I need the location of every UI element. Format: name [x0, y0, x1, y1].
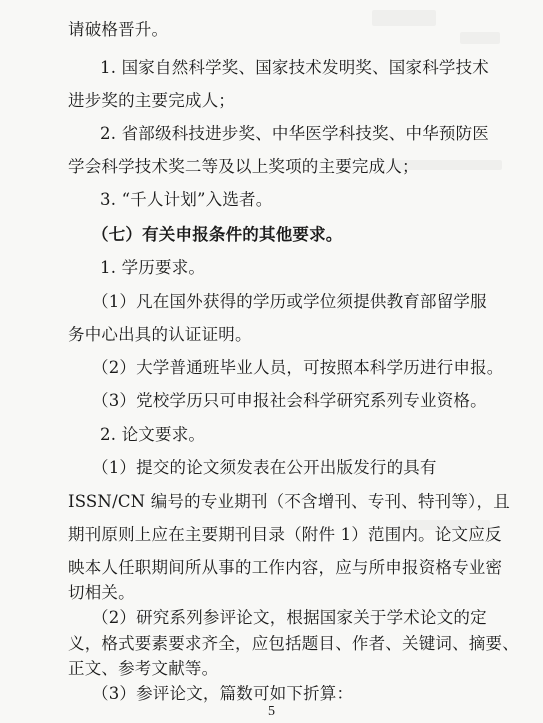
text-line-19: （2）研究系列参评论文，根据国家关于学术论文的定 — [92, 608, 487, 627]
text-line-6: 3. “千人计划”入选者。 — [100, 190, 273, 209]
text-line-17: 映本人任职期间所从事的工作内容，应与所申报资格专业密 — [68, 558, 503, 577]
text-line-20: 义，格式要素要求齐全，应包括题目、作者、关键词、摘要、 — [68, 634, 519, 653]
text-line-1: 请破格晋升。 — [68, 20, 169, 39]
text-line-12: （3）党校学历只可申报社会科学研究系列专业资格。 — [92, 391, 487, 410]
text-line-3: 进步奖的主要完成人； — [68, 91, 235, 110]
text-line-5: 学会科学技术奖二等及以上奖项的主要完成人； — [68, 157, 419, 176]
text-line-21: 正文、参考文献等。 — [68, 659, 219, 678]
section-heading: （七）有关申报条件的其他要求。 — [92, 225, 343, 244]
text-line-15: ISSN/CN 编号的专业期刊（不含增刊、专刊、特刊等），且 — [68, 492, 510, 511]
text-line-22: （3）参评论文，篇数可如下折算： — [92, 684, 354, 703]
text-line-10: 务中心出具的认证证明。 — [68, 325, 252, 344]
bleed-through-mark — [372, 10, 436, 26]
text-line-18: 切相关。 — [68, 583, 135, 602]
text-line-4: 2. 省部级科技进步奖、中华医学科技奖、中华预防医 — [100, 124, 489, 143]
text-line-9: （1）凡在国外获得的学历或学位须提供教育部留学服 — [92, 292, 487, 311]
text-line-14: （1）提交的论文须发表在公开出版发行的具有 — [92, 458, 437, 477]
page-number: 5 — [268, 704, 275, 719]
text-line-16: 期刊原则上应在主要期刊目录（附件 1）范围内。论文应反 — [68, 525, 502, 544]
text-line-13: 2. 论文要求。 — [100, 425, 206, 444]
text-line-2: 1. 国家自然科学奖、国家技术发明奖、国家科学技术 — [100, 58, 489, 77]
bleed-through-mark — [460, 32, 500, 44]
text-line-8: 1. 学历要求。 — [100, 258, 206, 277]
text-line-11: （2）大学普通班毕业人员，可按照本科学历进行申报。 — [92, 358, 504, 377]
